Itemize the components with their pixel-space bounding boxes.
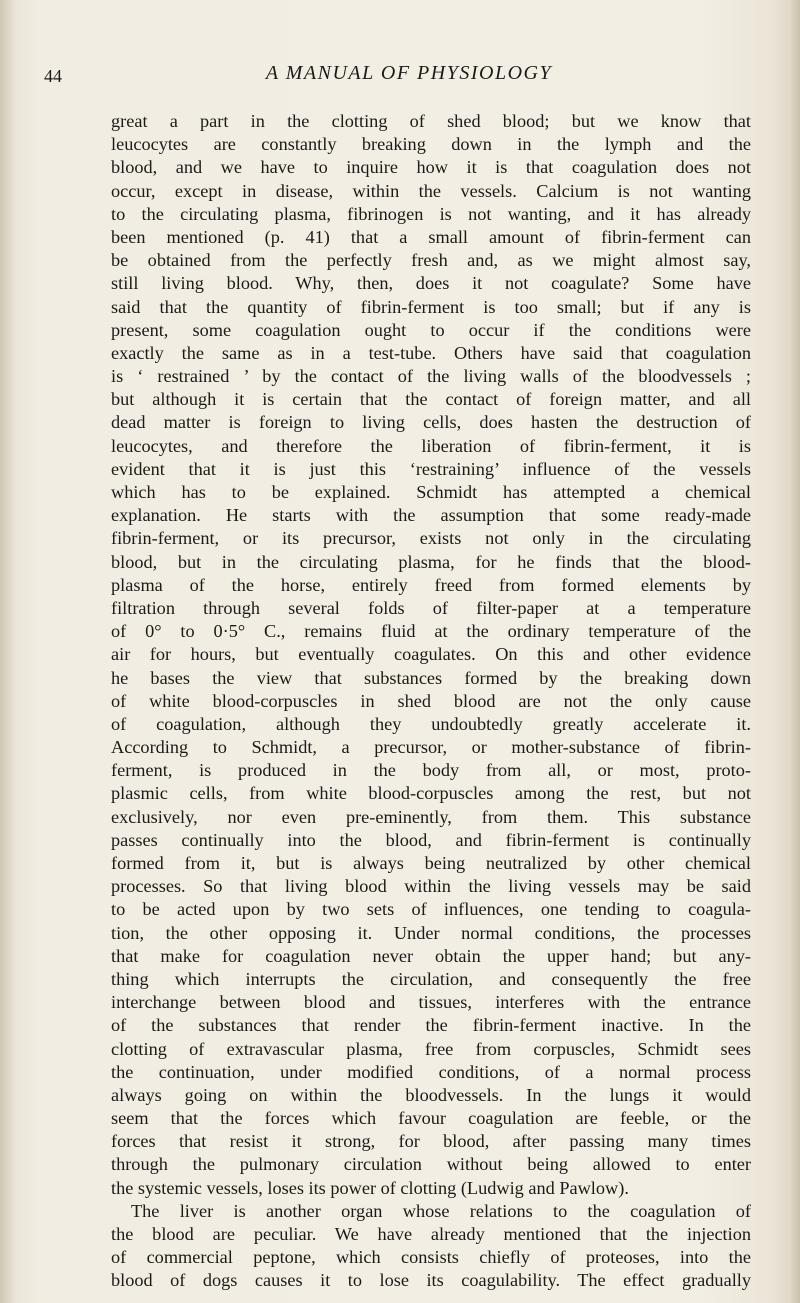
text-line: of white blood-corpuscles in shed blood are not the only cause <box>111 690 751 711</box>
text-line: still living blood. Why, then, does it not coagulate? Some have <box>111 273 751 294</box>
text-line: interchange between blood and tissues, interferes with the entrance <box>111 992 751 1013</box>
text-line: he bases the view that substances formed by the breaking down <box>111 667 751 688</box>
text-line: explanation. He starts with the assumption that some ready-made <box>111 505 751 526</box>
page-number: 44 <box>44 66 62 86</box>
text-line: forces that resist it strong, for blood, after passing many times <box>111 1131 751 1152</box>
text-line: filtration through several folds of filter-paper at a temperature <box>111 597 751 618</box>
text-line: passes continually into the blood, and fibrin-ferment is continually <box>111 829 751 850</box>
text-line: tion, the other opposing it. Under normal conditions, the processes <box>111 922 751 943</box>
text-line: to be acted upon by two sets of influences, one tending to coagula- <box>111 899 751 920</box>
text-line: through the pulmonary circulation without being allowed to enter <box>111 1154 751 1175</box>
text-line: blood of dogs causes it to lose its coagulability. The effect gradually <box>111 1270 751 1291</box>
text-line: present, some coagulation ought to occur if the conditions were <box>111 319 751 340</box>
text-line: of 0° to 0·5° C., remains fluid at the ordinary temperature of the <box>111 621 751 642</box>
text-line: fibrin-ferment, or its precursor, exists not only in the circulating <box>111 528 751 549</box>
text-line: dead matter is foreign to living cells, does hasten the destruction of <box>111 412 751 433</box>
page-header <box>44 62 734 92</box>
text-line: of commercial peptone, which consists chiefly of proteoses, into the <box>111 1247 751 1268</box>
paragraph-start-line: The liver is another organ whose relations to the coagulation of <box>131 1200 751 1221</box>
text-line: thing which interrupts the circulation, and consequently the free <box>111 968 751 989</box>
text-line: clotting of extravascular plasma, free from corpuscles, Schmidt sees <box>111 1038 751 1059</box>
text-line: of coagulation, although they undoubtedly greatly accelerate it. <box>111 713 751 734</box>
text-line: formed from it, but is always being neutralized by other chemical <box>111 853 751 873</box>
text-line: which has to be explained. Schmidt has attempted a chemical <box>111 482 751 502</box>
text-line: seem that the forces which favour coagulation are feeble, or the <box>111 1108 751 1129</box>
body-text <box>111 110 751 1293</box>
text-line: leucocytes, and therefore the liberation of fibrin-ferment, it is <box>111 435 751 456</box>
text-line: plasmic cells, from white blood-corpuscles among the rest, but not <box>111 783 751 804</box>
text-line: evident that it is just this ‘restraining’ influence of the vessels <box>111 458 751 479</box>
text-line: air for hours, but eventually coagulates. On this and other evidence <box>111 644 751 665</box>
text-line: great a part in the clotting of shed blood; but we know that <box>111 111 751 131</box>
text-line: blood, but in the circulating plasma, for he finds that the blood- <box>111 551 751 572</box>
text-line: plasma of the horse, entirely freed from formed elements by <box>111 574 751 595</box>
text-line: exclusively, nor even pre-eminently, from them. This substance <box>111 806 751 827</box>
text-line: that make for coagulation never obtain the upper hand; but any- <box>111 945 751 966</box>
text-line: blood, and we have to inquire how it is that coagulation does not <box>111 157 751 178</box>
text-line: been mentioned (p. 41) that a small amount of fibrin-ferment can <box>111 226 751 247</box>
text-line: ferment, is produced in the body from all, or most, proto- <box>111 760 751 781</box>
text-line: the systemic vessels, loses its power of clotting (Ludwig and Pawlow). <box>111 1177 629 1198</box>
text-line: According to Schmidt, a precursor, or mother-substance of fibrin- <box>111 737 751 758</box>
text-line: of the substances that render the fibrin-ferment inactive. In the <box>111 1015 751 1036</box>
text-line: the continuation, under modified conditions, of a normal process <box>111 1061 751 1082</box>
text-line: always going on within the bloodvessels. In the lungs it would <box>111 1084 751 1105</box>
text-line: to the circulating plasma, fibrinogen is not wanting, and it has already <box>111 203 751 224</box>
text-line: occur, except in disease, within the vessels. Calcium is not wanting <box>111 180 751 201</box>
page-right-edge <box>788 0 800 1303</box>
text-line: exactly the same as in a test-tube. Others have said that coagulation <box>111 342 751 363</box>
running-head: A MANUAL OF PHYSIOLOGY <box>265 62 553 84</box>
text-line: is ‘ restrained ’ by the contact of the living walls of the bloodvessels ; <box>111 366 751 387</box>
page-left-edge <box>0 0 14 1303</box>
text-line: leucocytes are constantly breaking down in the lymph and the <box>111 134 751 155</box>
text-line: the blood are peculiar. We have already mentioned that the injection <box>111 1224 751 1244</box>
text-line: processes. So that living blood within the living vessels may be said <box>111 876 751 897</box>
text-line: be obtained from the perfectly fresh and, as we might almost say, <box>111 250 751 271</box>
text-line: but although it is certain that the contact of foreign matter, and all <box>111 389 751 410</box>
text-line: said that the quantity of fibrin-ferment is too small; but if any is <box>111 296 751 317</box>
